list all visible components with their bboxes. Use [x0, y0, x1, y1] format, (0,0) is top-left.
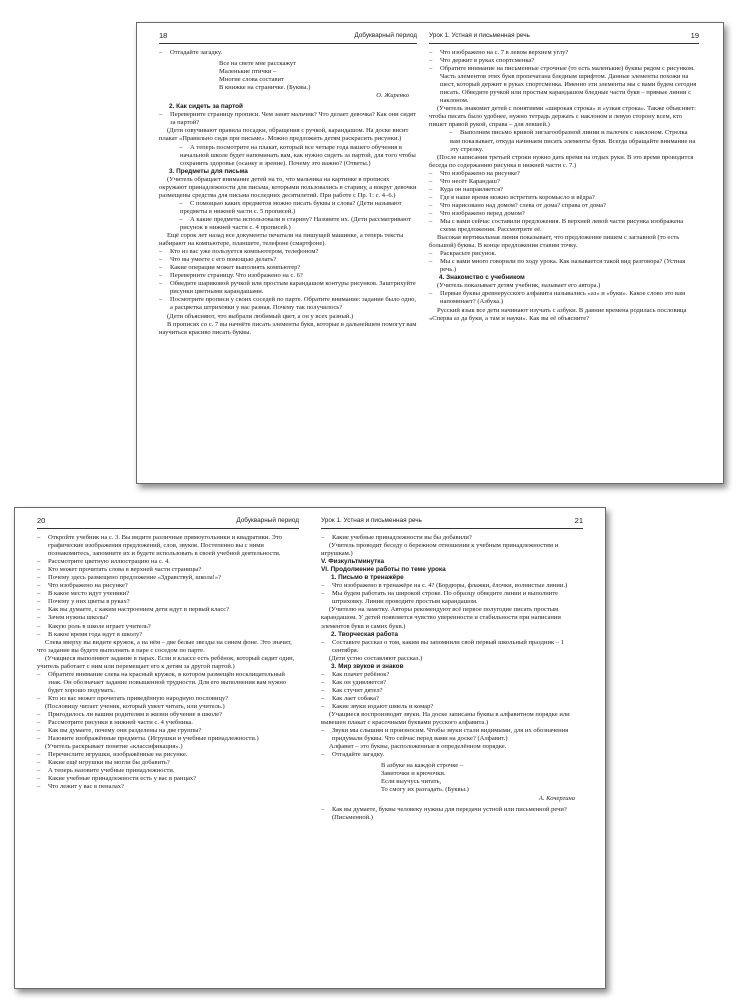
dialogue-line: – Что изображено в тренажёре на с. 4? (Бордюры, флажки, ёлочки, волнистые линии.) — [321, 582, 583, 590]
section-heading: 2. Как сидеть за партой — [169, 103, 243, 111]
dialogue-line: – В какое время года идут в школу? — [37, 631, 299, 639]
poem — [381, 762, 583, 802]
dialogue-line: – Что нарисовано над домом? слева от дома? справа от дома? — [429, 202, 699, 210]
top-spread — [136, 22, 724, 484]
dialogue-line: – Назовите изображённые предметы. (Игрушки и учебные принадлежности.) — [37, 735, 299, 743]
dialogue-line: – Перечислите игрушки, изображённые на рисунке. — [37, 751, 299, 759]
dialogue-line: – Рассмотрите цветную иллюстрацию на с. 4. — [37, 558, 299, 566]
poem-line: В книжке на страничке. (Буквы.) — [219, 84, 311, 92]
dialogue-line: – Выполним письмо кривой зигзагообразной линии и палочек с наклоном. Стрелка вам показывает, откуда начинаем писать элементы букв. Всегда обращайте внимание на эту стрелку. — [429, 129, 699, 153]
poem-line: Многие слова составит — [219, 76, 284, 84]
running-header — [429, 31, 699, 44]
paragraph: Алфавит – это буквы, расположенные в определённом порядке. — [329, 743, 507, 751]
page-19 — [429, 23, 699, 483]
paragraph: Ещё сорок лет назад все документы печатали на пишущей машинке, а теперь тексты набирают на компьютере, планшете, телефоне (смартфоне). — [159, 232, 404, 248]
dialogue-line: – Что лежит у вас в пеналах? — [37, 783, 299, 791]
page-number: 21 — [574, 516, 583, 525]
dialogue-line: – Обведите шариковой ручкой или простым карандашом контуры рисунков. Заштрихуйте рисунки цветными карандашами. — [159, 280, 417, 296]
poem-line: Завиточки и крючочки. — [381, 770, 446, 778]
dialogue-line: – Отгадайте загадку. — [321, 751, 583, 759]
dialogue-line: – Как вы думаете, с каким настроением дети идут в первый класс? — [37, 606, 299, 614]
paragraph: (Учащиеся выполняют задание в парах. Если в классе есть ребёнок, который сидит один, учитель работает с ним или перемещает его к детям за другой партой.) — [37, 654, 295, 670]
running-title: Добукварный период — [354, 32, 417, 39]
dialogue-line: – Переверните страницу прописи. Чем занят мальчик? Что делает девочка? Как они сидят за партой? — [159, 111, 417, 127]
page-number: 19 — [690, 31, 699, 40]
dialogue-line: – Как плачет ребёнок? — [321, 671, 583, 679]
dialogue-line: – Мы с вами сейчас составили предложения. В верхней левой части рисунка изображена схема предложения. Рассмотрите её. — [429, 218, 699, 234]
dialogue-line: – Какие учебные принадлежности есть у вас в ранцах? — [37, 775, 299, 783]
poem-line: Все на свете мне расскажут — [219, 60, 297, 68]
dialogue-line: – Что изображено на рисунке? — [429, 170, 699, 178]
dialogue-line: – Какую роль в школе играет учитель? — [37, 623, 299, 631]
page-text — [321, 534, 583, 822]
dialogue-line: – В какое место идут ученики? — [37, 590, 299, 598]
section-heading: 3. Мир звуков и знаков — [331, 662, 404, 670]
dialogue-line: – А какие предметы использовали в старину? Назовите их. (Дети рассматривают рисунок в нижней части с. 4 прописей.) — [159, 216, 417, 232]
dialogue-line: – Какие ещё игрушки вы могли бы добавить? — [37, 759, 299, 767]
section-heading: 4. Знакомство с учебником — [439, 274, 525, 282]
page-text — [37, 534, 299, 792]
paragraph: (Учителю на заметку. Авторы рекомендуют всё первое полугодие писать простым карандашом. У детей появляется чувство уверенности и стабильности при написании элементов букв и самих букв.) — [321, 606, 561, 630]
page-18 — [159, 23, 417, 483]
dialogue-line: – Как стучит дятел? — [321, 687, 583, 695]
dialogue-line: – Что вы умеете с его помощью делать? — [159, 256, 417, 264]
dialogue-line: – Пригодилось ли вашим родителям в жизни обучение в школе? — [37, 711, 299, 719]
dialogue-line: – Раскрасьте рисунок. — [429, 250, 699, 258]
paragraph: (Дети устно составляют рассказ.) — [329, 654, 423, 662]
bottom-spread — [14, 507, 606, 989]
dialogue-line: – Кто из вас уже пользуется компьютером, телефоном? — [159, 248, 417, 256]
dialogue-line: – Составьте рассказ о том, каким вы запомнили свой первый школьный праздник – 1 сентября. — [321, 639, 583, 655]
dialogue-line: – Какие операции может выполнять компьютер? — [159, 264, 417, 272]
dialogue-line: – Кто может прочитать слова в верхней части страницы? — [37, 566, 299, 574]
dialogue-line: – Почему у них цветы в руках? — [37, 598, 299, 606]
dialogue-line: – Мы будем работать на широкой строке. По образцу обведите линии и выполните штриховку. Линии проводите простым карандашом. — [321, 590, 583, 606]
paragraph: (Учитель обращает внимание детей на то, что мальчика на картинке в прописях окружают принадлежности для письма, которыми пользовались в старину, а вокруг девочки размещены средства для письма последних десятилетий. При работе с Пр. 1: с. 4–6.) — [159, 175, 417, 199]
dialogue-line: – Посмотрите прописи у своих соседей по парте. Обратите внимание: задание было одно, а расцветка штриховки у вас разная. Почему так получилось? — [159, 296, 417, 312]
dialogue-line: – С помощью каких предметов можно писать буквы и слова? (Дети называют предметы в нижней части с. 5 прописей.) — [159, 200, 417, 216]
running-header — [321, 516, 583, 529]
page-text — [429, 49, 699, 323]
paragraph: (Учитель проводит беседу о бережном отношении к учебным принадлежностям и игрушкам.) — [321, 542, 559, 558]
paragraph: Слева вверху вы видите кружок, а на нём – две белые звезды на синем фоне. Это значит, что задание вы будете выполнять в паре с соседом по парте. — [37, 638, 292, 654]
poem — [219, 60, 417, 100]
dialogue-line: – Зачем нужны школы? — [37, 614, 299, 622]
poem-author: А. Кочергина — [538, 794, 575, 802]
dialogue-line: – Звуки мы слышим и произносим. Чтобы звуки стали видимыми, для их обозначения придумали буквы. Что сейчас перед вами на доске? (Алфавит.) — [321, 727, 583, 743]
poem-line: В азбуке на каждой строчке – — [381, 762, 464, 770]
paragraph: (Учитель показывает детям учебник, называет его автора.) — [437, 282, 601, 290]
running-title: Добукварный период — [236, 517, 299, 524]
dialogue-line: – Что несёт Карандаш? — [429, 178, 699, 186]
dialogue-line: – Обратите внимание на письменные строчные (то есть маленькие) буквы рядом с рисунком. Часть элементов этих букв пропечатана бледным шрифтом. Данные элементы похожи на шест, который держит в руках спортсменка. Именно эти элементы мы с вами будем сегодня писать. Обведите ручкой или простым карандашом бледные части букв – прямые линии с наклоном. — [429, 65, 699, 105]
dialogue-line: – Какие учебные принадлежности вы бы добавили? — [321, 534, 583, 542]
dialogue-line: – Почему здесь размещено предложение «Здравствуй, школа!»? — [37, 574, 299, 582]
poem-line: Маленькие птички – — [219, 68, 277, 76]
poem-author: О. Жиренко — [376, 92, 409, 100]
dialogue-line: – Где в наше время можно встретить коромысло и вёдра? — [429, 194, 699, 202]
paragraph: (Дети объясняют, что выбрали любимый цвет, а он у всех разный.) — [167, 312, 354, 320]
dialogue-line: – Переверните страницу. Что изображено на с. 6? — [159, 272, 417, 280]
poem-line: То смогу их разгадать. (Буквы.) — [381, 786, 469, 794]
dialogue-line: – А теперь назовите учебные принадлежности. — [37, 767, 299, 775]
dialogue-line: – Как лает собака? — [321, 695, 583, 703]
dialogue-line: – Отгадайте загадку. — [159, 49, 417, 57]
dialogue-line: – Как вы думаете, буквы человеку нужны для передачи устной или письменной речи? (Письменной.) — [321, 806, 583, 822]
dialogue-line: – Кто из вас может прочитать приведённую народную пословицу? — [37, 695, 299, 703]
section-heading: 3. Предметы для письма — [169, 167, 248, 175]
dialogue-line: – Как вы думаете, почему они разделены на две группы? — [37, 727, 299, 735]
running-header — [37, 516, 299, 529]
section-heading: 1. Письмо в тренажёре — [331, 574, 404, 582]
paragraph: Русский язык все дети начинают изучать с азбуки. В давние времена родилась пословица «Сперва аз да буки, а там и науки». Как вы её объясните? — [429, 306, 687, 322]
running-title: Урок 1. Устная и письменная речь — [429, 32, 530, 39]
dialogue-line: – Откройте учебник на с. 3. Вы видите различные прямоугольники и квадратики. Это графические изображения предложений, слов, звуков. Постепенно вы с ними познакомитесь, запомните их и будете использовать в своей учебной деятельности. — [37, 534, 299, 558]
paragraph: (Пословицу читает ученик, который умеет читать, или учитель.) — [45, 702, 225, 710]
dialogue-line: – Мы с вами много говорили по ходу урока. Как называется такой вид разговора? (Устная речь.) — [429, 258, 699, 274]
paragraph: (Учитель знакомит детей с понятиями «широкая строка» и «узкая строка». Также объясняет: чтобы писать было удобнее, нужно тетрадь держать с наклоном в левую сторону всем, кто пишет правой рукой, справа – для левшей.) — [429, 105, 696, 129]
dialogue-line: – А теперь посмотрите на плакат, который все четыре года вашего обучения в начальной школе будет напоминать вам, как нужно сидеть за партой, для того чтобы сохранить здоровье (осанку и зрение). Почему это важно? (Ответы.) — [159, 144, 417, 168]
paragraph: В прописях со с. 7 вы начнёте писать элементы букв, которые в дальнейшем помогут вам научиться красиво писать буквы. — [159, 320, 417, 336]
paragraph: (Дети озвучивают правила посадки, обращения с ручкой, карандашом. На доске висит плакат «Правильно сиди при письме». Можно предложить детям раскрасить рисунки.) — [159, 127, 409, 143]
running-title: Урок 1. Устная и письменная речь — [321, 517, 422, 524]
dialogue-line: – Какие звуки издают шмель и комар? — [321, 703, 583, 711]
dialogue-line: – Что держит в руках спортсменка? — [429, 57, 699, 65]
running-header — [159, 31, 417, 44]
dialogue-line: – Что изображено на рисунке? — [37, 582, 299, 590]
section-heading: 2. Творческая работа — [331, 630, 399, 638]
page-number: 18 — [159, 31, 168, 40]
dialogue-line: – Как он удивляется? — [321, 679, 583, 687]
page-text — [159, 49, 417, 337]
part-heading: VI. Продолжение работы по теме урока — [321, 566, 446, 574]
page-21 — [321, 508, 583, 988]
paragraph: (Учитель раскрывает понятие «классификация».) — [45, 743, 183, 751]
paragraph: Высокая вертикальная линия показывает, что предложение пишем с заглавной (то есть большой) буквы. В конце предложения ставим точку. — [429, 234, 680, 250]
paragraph: (Учащиеся воспроизводят звуки. На доске записаны буквы в алфавитном порядке или вывешен плакат с красочными буквами русского алфавита.) — [321, 711, 570, 727]
dialogue-line: – Что изображено перед домом? — [429, 210, 699, 218]
page-20 — [37, 508, 299, 988]
part-heading: V. Физкультминутка — [321, 558, 385, 566]
paragraph: (После написания третьей строки нужно дать время на отдых руки. В это время проводится беседа по содержанию рисунка в нижней части с. 7.) — [429, 153, 694, 169]
page-number: 20 — [37, 516, 46, 525]
dialogue-line: – Рассмотрите рисунки в нижней части с. 4 учебника. — [37, 719, 299, 727]
dialogue-line: – Куда он направляется? — [429, 186, 699, 194]
dialogue-line: – Что изображено на с. 7 в левом верхнем углу? — [429, 49, 699, 57]
dialogue-line: – Первые буквы древнерусского алфавита назывались «аз» и «буки». Какое слово это вам напоминает? (Азбука.) — [429, 290, 699, 306]
dialogue-line: – Обратите внимание слева на красный кружок, в котором размещён восклицательный знак. Он обозначает задание повышенной трудности. Для его выполнения вам нужно будет хорошо подумать. — [37, 671, 299, 695]
poem-line: Если выучусь читать, — [381, 778, 442, 786]
